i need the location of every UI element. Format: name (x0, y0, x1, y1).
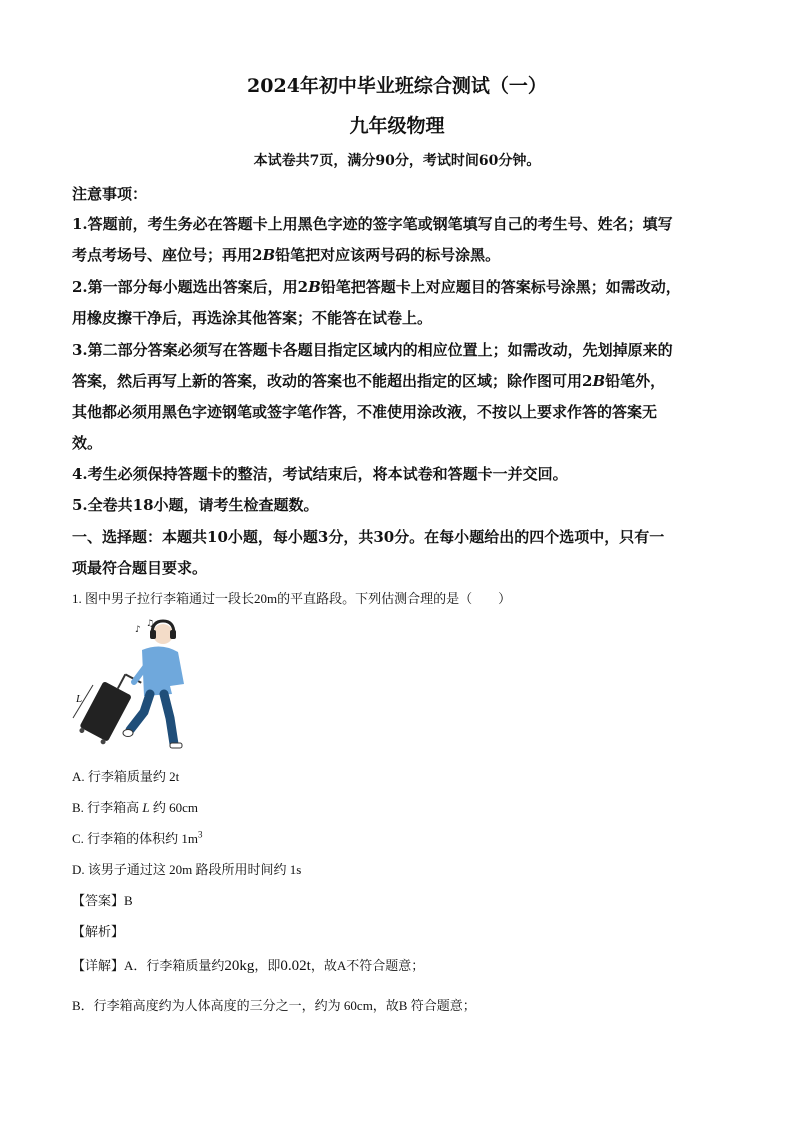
detail-text: ，即 (254, 958, 281, 973)
notes-heading: 注意事项： (72, 185, 148, 203)
detail-value: 0.02t (280, 958, 311, 974)
note-variable: B (262, 246, 276, 264)
option-b (72, 797, 198, 816)
note-text: 2.第一部分每小题选出答案后，用2 (72, 278, 309, 296)
detail-b: B．行李箱高度约为人体高度的三分之一，约为 60cm，故B 符合题意； (72, 998, 476, 1013)
option-text: B. 行李箱高 (72, 800, 143, 815)
option-a: A. 行李箱质量约 2t (72, 769, 180, 784)
detail-text: ，故A不符合题意； (310, 958, 425, 973)
exam-title: 2024年初中毕业班综合测试（一） (247, 75, 547, 97)
option-superscript: 3 (198, 829, 203, 840)
figure-label-L: L (76, 693, 83, 705)
section-1-line-1: 一、选择题：本题共10小题，每小题3分，共30分。在每小题给出的四个选项中，只有一 (72, 528, 665, 546)
option-d: D. 该男子通过这 20m 路段所用时间约 1s (72, 862, 302, 877)
note-3-line-1: 3.第二部分答案必须写在答题卡各题目指定区域内的相应位置上；如需改动，先划掉原来的 (72, 341, 673, 359)
note-variable: B (308, 278, 321, 296)
note-1-line-1: 1.答题前，考生务必在答题卡上用黑色字迹的签字笔或钢笔填写自己的考生号、姓名；填写 (72, 215, 673, 233)
section-1-line-2: 项最符合题目要求。 (72, 559, 208, 577)
note-4: 4.考生必须保持答题卡的整洁，考试结束后，将本试卷和答题卡一并交回。 (72, 465, 568, 483)
note-3-line-4: 效。 (72, 434, 103, 452)
option-variable: L (142, 800, 150, 815)
note-3-line-2 (72, 370, 665, 391)
detail-value: 20kg (224, 958, 255, 974)
note-text: 考点考场号、座位号；再用2 (72, 246, 263, 264)
option-text: 约 60cm (149, 800, 199, 815)
answer-label: 【答案】B (72, 893, 133, 908)
detail-a (72, 955, 424, 975)
exam-info: 本试卷共7页，满分90分，考试时间60分钟。 (253, 153, 541, 169)
man-pulling-suitcase-figure (66, 612, 196, 758)
exam-subject: 九年级物理 (349, 115, 445, 137)
note-text: 铅笔把对应该两号码的标号涂黑。 (275, 246, 501, 264)
note-1-line-2 (72, 244, 500, 265)
option-text: C. 行李箱的体积约 1m (72, 831, 199, 846)
note-variable: B (592, 372, 606, 390)
note-2-line-1 (72, 276, 681, 297)
note-text: 答案，然后再写上新的答案，改动的答案也不能超出指定的区域；除作图可用2 (72, 372, 593, 390)
analysis-label: 【解析】 (72, 924, 125, 939)
note-text: 铅笔外， (605, 372, 666, 390)
music-note-icon: ♪ (135, 625, 141, 635)
note-text: 铅笔把答题卡上对应题目的答案标号涂黑；如需改动， (320, 278, 681, 296)
detail-text: 【详解】A．行李箱质量约 (72, 958, 225, 973)
note-5: 5.全卷共18小题，请考生检查题数。 (72, 496, 319, 514)
question-1-stem: 1. 图中男子拉行李箱通过一段长20m的平直路段。下列估测合理的是（ ） (72, 591, 512, 606)
option-c (72, 828, 203, 847)
note-3-line-3: 其他都必须用黑色字迹钢笔或签字笔作答，不准使用涂改液，不按以上要求作答的答案无 (72, 403, 658, 421)
note-2-line-2: 用橡皮擦干净后，再选涂其他答案；不能答在试卷上。 (72, 309, 433, 327)
music-note-icon: ♫ (146, 619, 155, 629)
